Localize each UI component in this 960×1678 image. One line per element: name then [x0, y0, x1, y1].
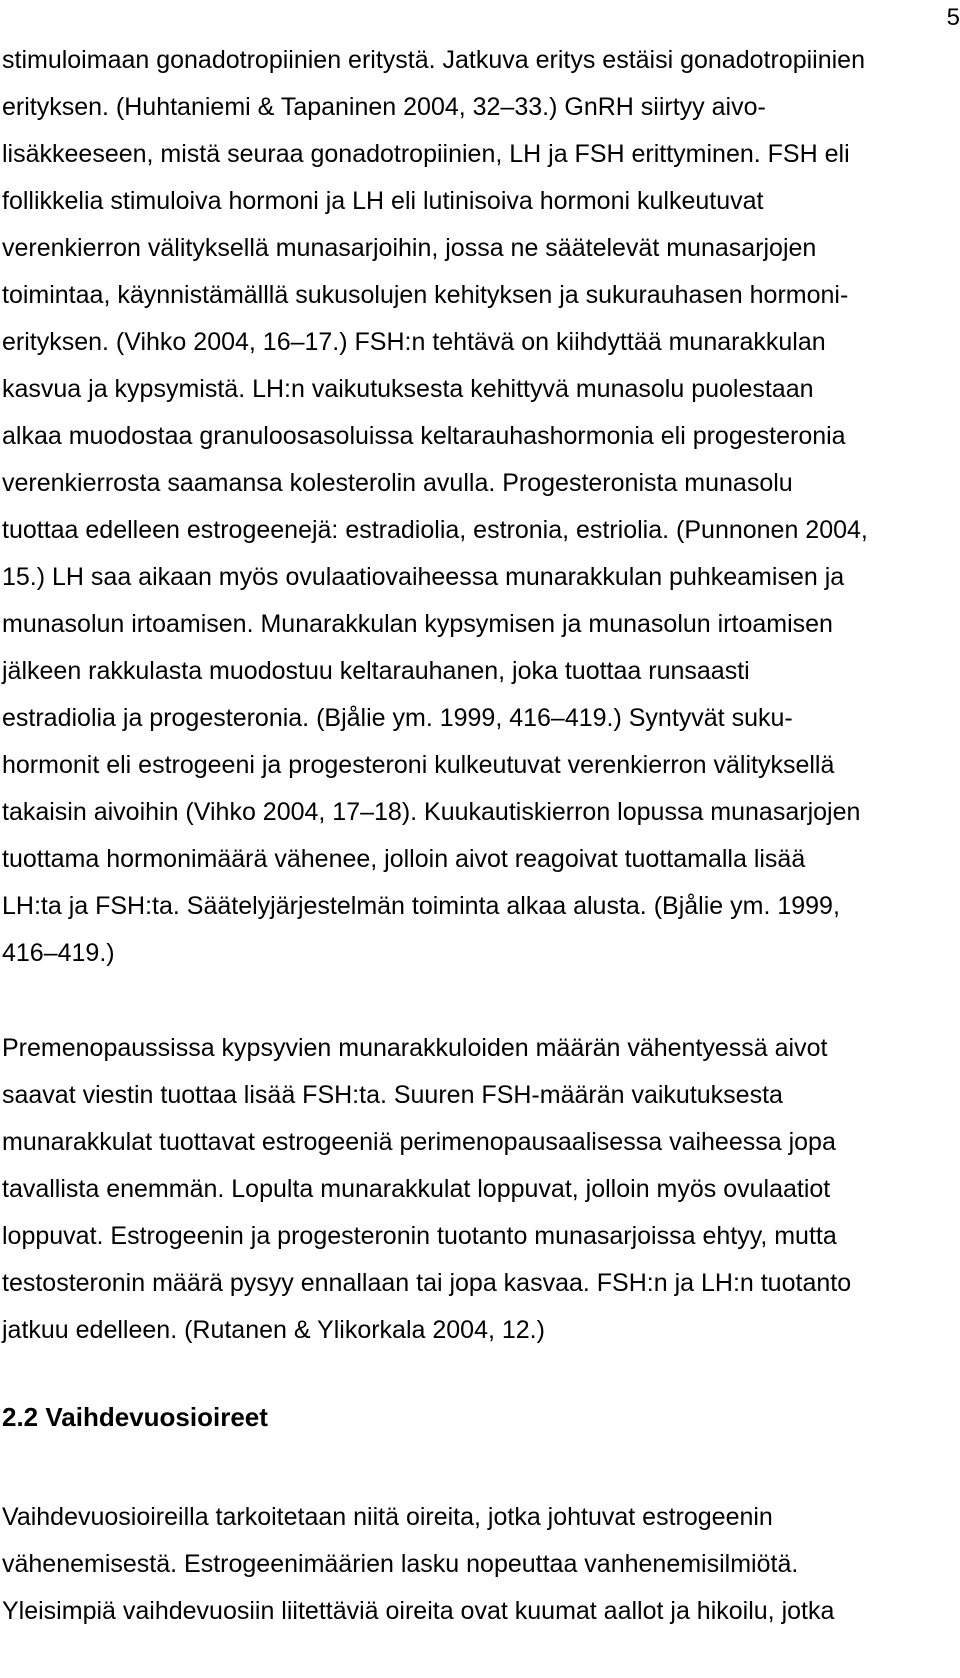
text-line: testosteronin määrä pysyy ennallaan tai jopa kasvaa. FSH:n ja LH:n tuotanto	[2, 1269, 852, 1297]
text-line: erityksen. (Vihko 2004, 16–17.) FSH:n tehtävä on kiihdyttää munarakkulan	[2, 328, 826, 356]
text-line: alkaa muodostaa granuloosasoluissa keltarauhashormonia eli progesteronia	[2, 422, 846, 450]
text-line: tuottama hormonimäärä vähenee, jolloin aivot reagoivat tuottamalla lisää	[2, 845, 806, 873]
page-number: 5	[946, 4, 960, 31]
section-spacer	[2, 1357, 932, 1397]
paragraph-menopause-symptoms	[2, 1497, 932, 1638]
text-line: 15.) LH saa aikaan myös ovulaatiovaiheessa munarakkulan puhkeamisen ja	[2, 563, 845, 591]
text-line: jälkeen rakkulasta muodostuu keltarauhanen, joka tuottaa runsaasti	[2, 657, 750, 685]
text-line: jatkuu edelleen. (Rutanen & Ylikorkala 2004, 12.)	[2, 1316, 545, 1344]
heading-spacer	[2, 1453, 932, 1497]
section-heading: 2.2 Vaihdevuosioireet	[2, 1402, 268, 1432]
text-line: loppuvat. Estrogeenin ja progesteronin tuotanto munasarjoissa ehtyy, mutta	[2, 1222, 837, 1250]
text-line: takaisin aivoihin (Vihko 2004, 17–18). Kuukautiskierron lopussa munasarjojen	[2, 798, 861, 826]
text-line: stimuloimaan gonadotropiinien eritystä. Jatkuva eritys estäisi gonadotropiinien	[2, 46, 865, 74]
text-line: erityksen. (Huhtaniemi & Tapaninen 2004, 32–33.) GnRH siirtyy aivo-	[2, 93, 766, 121]
paragraph-premenopause	[2, 1028, 932, 1357]
text-line: munarakkulat tuottavat estrogeeniä perimenopausaalisessa vaiheessa jopa	[2, 1128, 836, 1156]
text-line: verenkierron välityksellä munasarjoihin, jossa ne säätelevät munasarjojen	[2, 234, 817, 262]
text-line: verenkierrosta saamansa kolesterolin avulla. Progesteronista munasolu	[2, 469, 793, 497]
text-line: Yleisimpiä vaihdevuosiin liitettäviä oireita ovat kuumat aallot ja hikoilu, jotka	[2, 1597, 835, 1625]
text-line: Premenopaussissa kypsyvien munarakkuloiden määrän vähentyessä aivot	[2, 1034, 828, 1062]
document-body	[2, 40, 932, 1638]
paragraph-hormone-regulation	[2, 40, 932, 980]
text-line: munasolun irtoamisen. Munarakkulan kypsymisen ja munasolun irtoamisen	[2, 610, 833, 638]
text-line: estradiolia ja progesteronia. (Bjålie ym. 1999, 416–419.) Syntyvät suku-	[2, 704, 793, 732]
text-line: 416–419.)	[2, 939, 115, 967]
text-line: hormonit eli estrogeeni ja progesteroni kulkeutuvat verenkierron välityksellä	[2, 751, 835, 779]
text-line: Vaihdevuosioireilla tarkoitetaan niitä oireita, jotka johtuvat estrogeenin	[2, 1503, 773, 1531]
text-line: saavat viestin tuottaa lisää FSH:ta. Suuren FSH-määrän vaikutuksesta	[2, 1081, 783, 1109]
text-line: lisäkkeeseen, mistä seuraa gonadotropiinien, LH ja FSH erittyminen. FSH eli	[2, 140, 850, 168]
text-line: tuottaa edelleen estrogeenejä: estradiolia, estronia, estriolia. (Punnonen 2004,	[2, 516, 868, 544]
text-line: follikkelia stimuloiva hormoni ja LH eli lutinisoiva hormoni kulkeutuvat	[2, 187, 764, 215]
text-line: vähenemisestä. Estrogeenimäärien lasku nopeuttaa vanhenemisilmiötä.	[2, 1550, 799, 1578]
text-line: kasvua ja kypsymistä. LH:n vaikutuksesta kehittyvä munasolu puolestaan	[2, 375, 814, 403]
text-line: toimintaa, käynnistämälllä sukusolujen kehityksen ja sukurauhasen hormoni-	[2, 281, 849, 309]
paragraph-spacer	[2, 980, 932, 1028]
text-line: tavallista enemmän. Lopulta munarakkulat loppuvat, jolloin myös ovulaatiot	[2, 1175, 831, 1203]
text-line: LH:ta ja FSH:ta. Säätelyjärjestelmän toiminta alkaa alusta. (Bjålie ym. 1999,	[2, 892, 840, 920]
